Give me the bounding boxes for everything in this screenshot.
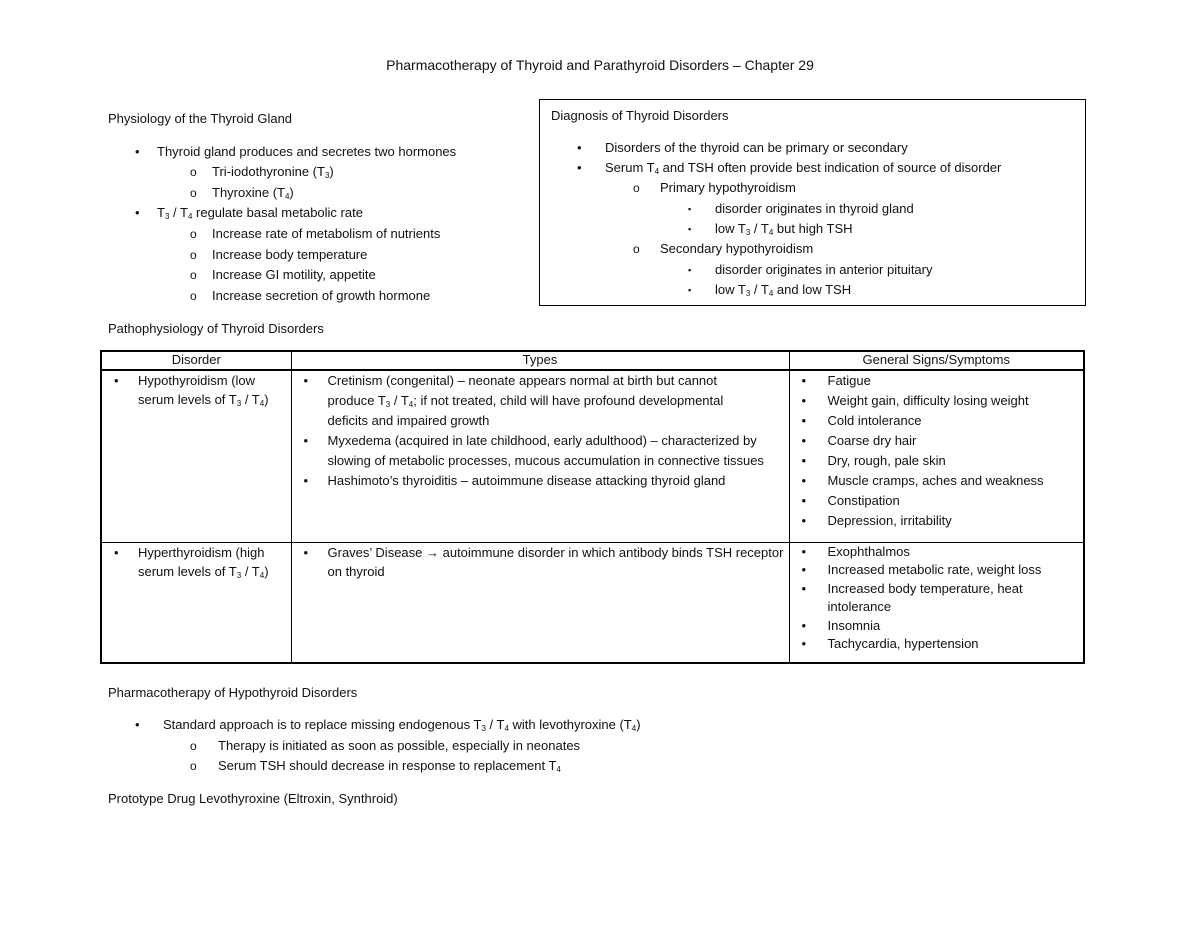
page-title: Pharmacotherapy of Thyroid and Parathyroid Disorders – Chapter 29 — [386, 57, 814, 73]
pharm-bullet-1: • Standard approach is to replace missing endogenous $T_3 / T_4$ with levothyroxine $(T_4)$ — [135, 717, 641, 733]
circle-bullet-icon: o — [190, 186, 197, 200]
physiology-sub-t3: o Tri-iodothyronine $(T_3)$ — [190, 164, 334, 180]
bullet-icon: • — [577, 160, 582, 175]
types-cell — [291, 542, 789, 663]
diagnosis-primary: o Primary hypothyroidism — [633, 180, 796, 195]
col-header-disorder: Disorder — [101, 351, 291, 370]
types-cell — [291, 370, 789, 542]
symptom-item: • Constipation — [794, 491, 1080, 511]
circle-bullet-icon: o — [190, 227, 197, 241]
diagnosis-bullet-2: • Serum $T_4$ and TSH often provide best indication of source of disorder — [577, 160, 1002, 176]
circle-bullet-icon: o — [190, 165, 197, 179]
col-header-symptoms: General Signs/Symptoms — [789, 351, 1084, 370]
table-row — [101, 370, 1084, 542]
circle-bullet-icon: o — [190, 289, 197, 303]
disorder-cell — [101, 370, 291, 542]
col-header-types: Types — [291, 351, 789, 370]
disorder-cell — [101, 542, 291, 663]
circle-bullet-icon: o — [633, 242, 640, 256]
square-bullet-icon: ▪ — [688, 204, 692, 214]
diagnosis-secondary-item: ▪ disorder originates in anterior pituitary — [688, 262, 933, 277]
physiology-sub-item: o Increase secretion of growth hormone — [190, 288, 431, 303]
diagnosis-bullet-1: • Disorders of the thyroid can be primary or secondary — [577, 140, 908, 155]
symptoms-cell — [789, 370, 1084, 542]
diagnosis-heading: Diagnosis of Thyroid Disorders — [551, 108, 729, 123]
diagnosis-primary-item: ▪ low $T_3 / T_4$ but high TSH — [688, 221, 853, 237]
physiology-sub-t4: o Thyroxine $(T_4)$ — [190, 185, 294, 201]
symptom-item: • Exophthalmos — [794, 543, 1080, 562]
symptom-item: • Increased body temperature, heat intolerance — [794, 580, 1080, 617]
symptom-item: • Coarse dry hair — [794, 431, 1080, 451]
table-header-row — [101, 351, 1084, 370]
symptom-item: • Increased metabolic rate, weight loss — [794, 561, 1080, 580]
physiology-sub-item: o Increase body temperature — [190, 247, 368, 262]
type-item: • Hashimoto’s thyroiditis – autoimmune disease attacking thyroid gland — [296, 471, 785, 491]
circle-bullet-icon: o — [633, 181, 640, 195]
circle-bullet-icon: o — [190, 739, 197, 753]
bullet-icon: • — [135, 205, 140, 220]
prototype-heading: Prototype Drug Levothyroxine (Eltroxin, Synthroid) — [108, 791, 398, 806]
symptom-item: • Tachycardia, hypertension — [794, 635, 1080, 654]
diagnosis-primary-item: ▪ disorder originates in thyroid gland — [688, 201, 914, 216]
disorder-item: • Hypothyroidism (low serum levels of $T_3 / T_4$) — [106, 371, 287, 409]
physiology-bullet-1: • Thyroid gland produces and secretes two hormones — [135, 144, 457, 159]
physiology-sub-item: o Increase GI motility, appetite — [190, 267, 376, 282]
symptom-item: • Fatigue — [794, 371, 1080, 391]
pharm-sub-item: o Therapy is initiated as soon as possible, especially in neonates — [190, 738, 581, 753]
disorder-item: • Hyperthyroidism (high serum levels of $T_3 / T_4$) — [106, 543, 287, 581]
circle-bullet-icon: o — [190, 268, 197, 282]
type-item: • Graves’ Disease → autoimmune disorder in which antibody binds TSH receptor on thyroid — [296, 543, 785, 581]
diagnosis-secondary-item: ▪ low $T_3 / T_4$ and low TSH — [688, 282, 852, 298]
table-row — [101, 542, 1084, 663]
symptom-item: • Dry, rough, pale skin — [794, 451, 1080, 471]
symptom-item: • Muscle cramps, aches and weakness — [794, 471, 1080, 491]
patho-heading: Pathophysiology of Thyroid Disorders — [108, 321, 324, 336]
bullet-icon: • — [135, 717, 140, 732]
physiology-heading: Physiology of the Thyroid Gland — [108, 111, 293, 126]
bullet-icon: • — [577, 140, 582, 155]
circle-bullet-icon: o — [190, 759, 197, 773]
symptom-item: • Weight gain, difficulty losing weight — [794, 391, 1080, 411]
symptom-item: • Insomnia — [794, 617, 1080, 636]
circle-bullet-icon: o — [190, 248, 197, 262]
patho-table — [100, 350, 1085, 664]
physiology-sub-item: o Increase rate of metabolism of nutrients — [190, 226, 441, 241]
type-item: • Myxedema (acquired in late childhood, early adulthood) – characterized by slowing of metabolic processes, mucous accumulation in connective tissues — [296, 431, 785, 471]
symptom-item: • Cold intolerance — [794, 411, 1080, 431]
pharm-heading: Pharmacotherapy of Hypothyroid Disorders — [108, 685, 358, 700]
diagnosis-secondary: o Secondary hypothyroidism — [633, 241, 814, 256]
type-item: • Cretinism (congenital) – neonate appears normal at birth but cannot produce $T_3 / T_4$; if not treated, child will have profound developmental deficits and impaired growth — [296, 371, 785, 431]
physiology-bullet-2: • $T_3 / T_4$ regulate basal metabolic rate — [135, 205, 363, 221]
symptoms-cell — [789, 542, 1084, 663]
square-bullet-icon: ▪ — [688, 224, 692, 234]
bullet-icon: • — [135, 144, 140, 159]
pharm-sub-item: o Serum TSH should decrease in response to replacement $T_4$ — [190, 758, 561, 774]
symptom-item: • Depression, irritability — [794, 511, 1080, 531]
square-bullet-icon: ▪ — [688, 285, 692, 295]
square-bullet-icon: ▪ — [688, 265, 692, 275]
